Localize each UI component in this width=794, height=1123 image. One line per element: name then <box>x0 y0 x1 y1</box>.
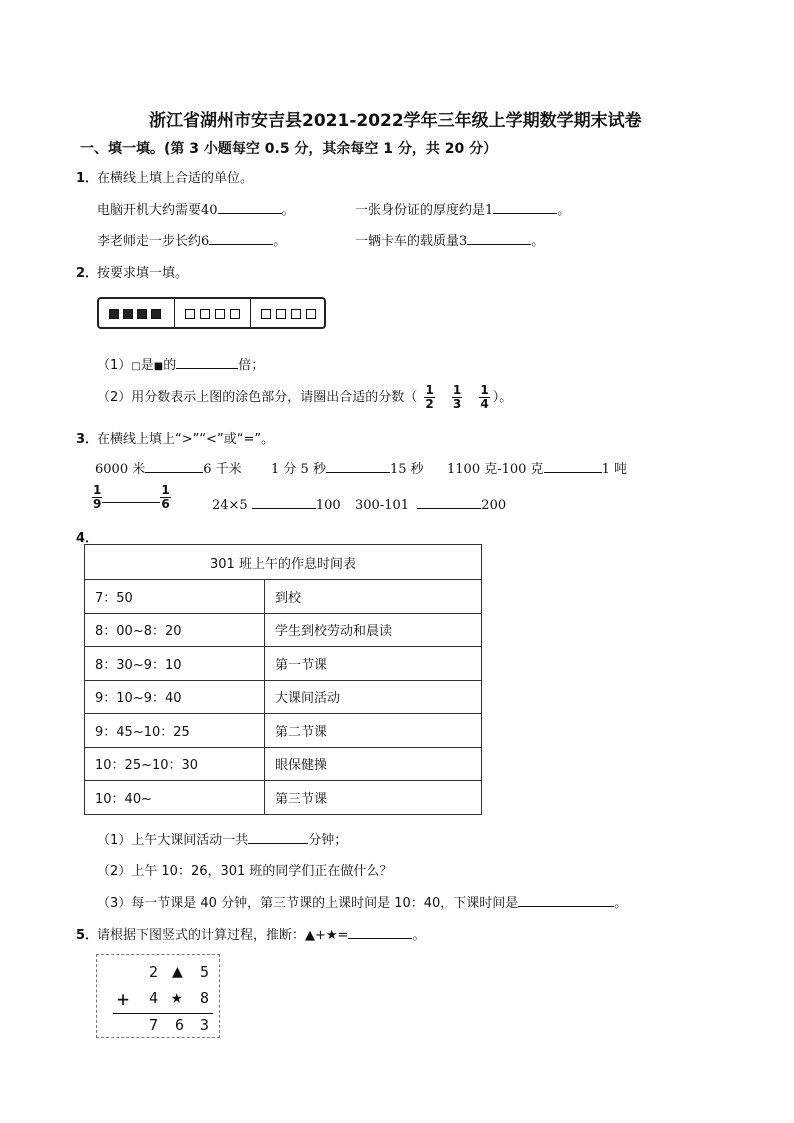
section-header: 一、填一填。(第 3 小题每空 0.5 分，其余每空 1 分，共 20 分） <box>80 141 498 157</box>
time-cell: 8：30~9：10 <box>85 647 265 681</box>
q1-item-text: 李老师走一步长约6 <box>97 234 210 249</box>
q3-compare-2 <box>271 458 424 477</box>
sub-text-end: 。 <box>614 896 628 911</box>
compare-left: 1 分 5 秒 <box>271 462 326 477</box>
q3-compare-4 <box>212 495 341 513</box>
star-symbol: ★ <box>171 986 183 1008</box>
q5-number: 5． <box>76 928 99 943</box>
q1-item-end: 。 <box>273 234 287 249</box>
page-title: 浙江省湖州市安吉县2021-2022学年三年级上学期数学期末试卷 <box>149 111 642 131</box>
sub-text: （3）每一节课是 40 分钟，第三节课的上课时间是 10：40，下课时间是 <box>97 896 519 911</box>
answer-blank[interactable] <box>493 200 557 214</box>
numerator: 1 <box>93 483 102 497</box>
q1-stem: 在横线上填上合适的单位。 <box>97 171 254 186</box>
q2-number: 2． <box>76 266 99 281</box>
q1-item-text: 一张身份证的厚度约是1 <box>355 203 494 218</box>
q1-item-2 <box>355 199 570 218</box>
sum-line <box>113 1013 213 1014</box>
q5-stem <box>97 924 425 943</box>
group-divider <box>250 299 251 327</box>
answer-blank[interactable] <box>518 893 614 907</box>
activity-cell: 学生到校劳动和晨读 <box>265 613 482 647</box>
filled-square <box>109 309 119 319</box>
vertical-addition-figure <box>96 954 220 1038</box>
compare-left: 300-101 <box>355 498 410 513</box>
compare-left: 6000 米 <box>95 462 146 477</box>
answer-blank[interactable] <box>145 459 203 473</box>
sub-text-end: 分钟； <box>308 833 348 848</box>
q3-compare-3 <box>447 458 627 477</box>
answer-blank[interactable] <box>467 231 531 245</box>
numerator: 1 <box>480 383 489 397</box>
q3-compare-1 <box>95 458 242 477</box>
answer-blank[interactable] <box>252 495 316 509</box>
text: 是 <box>140 358 154 373</box>
text: 的 <box>163 358 177 373</box>
denominator: 3 <box>452 397 462 411</box>
q3-stem: 在横线上填上“>”“<”或“=”。 <box>97 432 275 447</box>
fraction <box>92 484 102 511</box>
empty-square <box>276 309 286 319</box>
fraction-choice[interactable] <box>424 384 434 411</box>
table-row <box>85 714 482 748</box>
activity-cell: 眼保健操 <box>265 747 482 781</box>
numerator: 1 <box>452 383 462 397</box>
digit: 2 <box>149 963 159 981</box>
q4-sub2: （2）上午 10：26，301 班的同学们正在做什么？ <box>97 864 393 879</box>
stem-end: 。 <box>412 928 426 943</box>
numerator: 1 <box>161 483 170 497</box>
fraction-choice[interactable] <box>452 384 462 411</box>
answer-blank[interactable] <box>218 200 282 214</box>
q1-item-end: 。 <box>281 203 295 218</box>
time-cell: 10：40~ <box>85 781 265 815</box>
plus-sign: + <box>117 987 130 1011</box>
activity-cell: 大课间活动 <box>265 680 482 714</box>
answer-blank[interactable] <box>348 925 412 939</box>
triangle-symbol: ▲ <box>172 961 183 982</box>
time-cell: 9：10~9：40 <box>85 680 265 714</box>
answer-blank[interactable] <box>176 355 238 369</box>
answer-blank[interactable] <box>209 231 273 245</box>
q3-compare-5 <box>355 495 506 513</box>
schedule-table <box>84 544 482 815</box>
compare-right: 1 吨 <box>601 462 627 477</box>
table-row <box>85 747 482 781</box>
table-caption: 301 班上午的作息时间表 <box>85 545 482 580</box>
activity-cell: 第二节课 <box>265 714 482 748</box>
q1-item-text: 一辆卡车的载质量3 <box>355 234 468 249</box>
digit: 7 <box>149 1016 159 1034</box>
q2-sub1 <box>97 354 264 373</box>
q4-sub3 <box>97 892 627 911</box>
filled-square <box>137 309 147 319</box>
answer-blank[interactable] <box>417 495 481 509</box>
sub-text-end: ）。 <box>492 390 513 405</box>
time-cell: 8：00~8：20 <box>85 613 265 647</box>
group-divider <box>174 299 175 327</box>
q1-item-1 <box>97 199 295 218</box>
answer-blank[interactable] <box>544 459 602 473</box>
empty-square <box>291 309 301 319</box>
text: 倍； <box>238 358 265 373</box>
activity-cell: 第三节课 <box>265 781 482 815</box>
compare-right: 6 千米 <box>203 462 242 477</box>
compare-left: 1100 克-100 克 <box>447 462 544 477</box>
fraction-choice[interactable] <box>479 384 489 411</box>
q1-item-end: 。 <box>531 234 545 249</box>
digit: 6 <box>175 1016 185 1034</box>
activity-cell: 第一节课 <box>265 647 482 681</box>
time-cell: 7：50 <box>85 580 265 614</box>
answer-blank[interactable] <box>248 830 308 844</box>
digit: 3 <box>200 1016 210 1034</box>
empty-square <box>185 309 195 319</box>
filled-square <box>123 309 133 319</box>
digit: 4 <box>149 989 159 1007</box>
compare-right: 15 秒 <box>389 462 424 477</box>
empty-square <box>230 309 240 319</box>
numerator: 1 <box>425 383 434 397</box>
q4-sub1 <box>97 829 347 848</box>
digit: 5 <box>200 963 210 981</box>
q1-item-text: 电脑开机大约需要40 <box>97 203 218 218</box>
q2-sub2 <box>97 383 512 413</box>
table-row <box>85 580 482 614</box>
answer-blank[interactable] <box>326 459 390 473</box>
sub-text: （2）用分数表示上图的涂色部分，请圈出合适的分数（ <box>97 390 418 405</box>
compare-left: 24×5 <box>212 498 248 513</box>
q2-stem: 按要求填一填。 <box>97 266 189 281</box>
q4-number: 4． <box>76 531 99 546</box>
time-cell: 10：25~10：30 <box>85 747 265 781</box>
denominator: 4 <box>480 397 489 411</box>
sub-text: （1）上午大课间活动一共 <box>97 833 249 848</box>
empty-square-symbol: □ <box>131 361 141 372</box>
digit: 8 <box>200 989 210 1007</box>
compare-right: 100 <box>315 498 341 513</box>
q3-number: 3． <box>76 432 99 447</box>
table-row <box>85 781 482 815</box>
answer-blank[interactable] <box>102 502 160 503</box>
compare-right: 200 <box>481 498 507 513</box>
table-caption-row <box>85 545 482 580</box>
table-row <box>85 613 482 647</box>
sub-label: （1） <box>97 358 132 373</box>
q1-item-4 <box>355 230 544 249</box>
empty-square <box>306 309 316 319</box>
time-cell: 9：45~10：25 <box>85 714 265 748</box>
denominator: 6 <box>161 497 170 511</box>
denominator: 2 <box>425 397 434 411</box>
q1-number: 1． <box>76 171 99 186</box>
empty-square <box>261 309 271 319</box>
fraction <box>160 484 170 511</box>
filled-square <box>151 309 161 319</box>
empty-square <box>215 309 225 319</box>
table-row <box>85 680 482 714</box>
q1-item-end: 。 <box>557 203 571 218</box>
activity-cell: 到校 <box>265 580 482 614</box>
denominator: 9 <box>93 497 102 511</box>
filled-square-symbol: ■ <box>153 361 164 372</box>
square-groups-figure <box>97 297 326 329</box>
empty-square <box>200 309 210 319</box>
q3-compare-fractions <box>89 484 174 511</box>
stem-text: 请根据下图竖式的计算过程，推断：▲+★= <box>97 928 349 943</box>
table-row <box>85 647 482 681</box>
q1-item-3 <box>97 230 286 249</box>
